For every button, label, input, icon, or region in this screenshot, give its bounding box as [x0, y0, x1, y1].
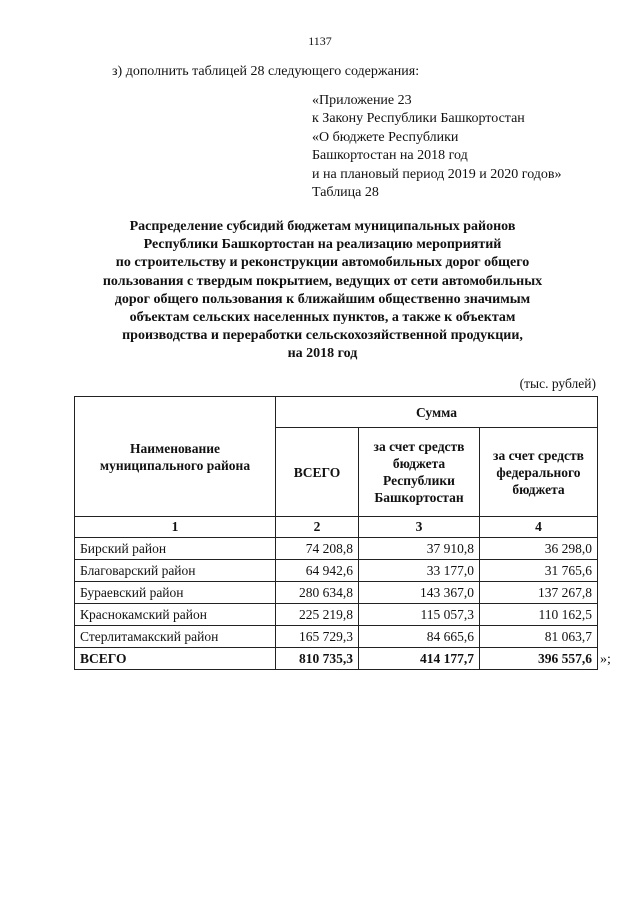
- appendix-line: «Приложение 23: [312, 93, 412, 108]
- grand-federal-amount: 396 557,6: [480, 648, 598, 670]
- table-row: [75, 538, 598, 560]
- column-number: 2: [276, 517, 359, 538]
- header-sum: Сумма: [276, 397, 598, 428]
- subsidy-table: [74, 396, 598, 670]
- title-line: по строительству и реконструкции автомобильных дорог общего: [115, 255, 530, 271]
- title-line: объектам сельских населенных пунктов, а также к объектам: [129, 310, 516, 326]
- total-amount: 74 208,8: [276, 538, 359, 560]
- total-amount: 225 219,8: [276, 604, 359, 626]
- republic-amount: 143 367,0: [359, 582, 480, 604]
- total-amount: 64 942,6: [276, 560, 359, 582]
- total-amount: 165 729,3: [276, 626, 359, 648]
- federal-amount: 110 162,5: [480, 604, 598, 626]
- republic-amount: 37 910,8: [359, 538, 480, 560]
- total-amount: 280 634,8: [276, 582, 359, 604]
- district-name: Благоварский район: [75, 560, 276, 582]
- column-number: 3: [359, 517, 480, 538]
- table-row: [75, 560, 598, 582]
- grand-total-amount: 810 735,3: [276, 648, 359, 670]
- table-row: [75, 626, 598, 648]
- grand-republic-amount: 414 177,7: [359, 648, 480, 670]
- closing-quote: »;: [600, 652, 611, 667]
- header-name: Наименование муниципального района: [75, 397, 276, 517]
- table-row: [75, 582, 598, 604]
- appendix-line: и на плановый период 2019 и 2020 годов»: [312, 166, 562, 182]
- header-federal-budget: за счет средств федерального бюджета: [480, 428, 598, 517]
- document-title: [80, 218, 565, 364]
- column-number: 1: [75, 517, 276, 538]
- republic-amount: 115 057,3: [359, 604, 480, 626]
- header-total: ВСЕГО: [276, 428, 359, 517]
- district-name: Стерлитамакский район: [75, 626, 276, 648]
- title-line: дорог общего пользования к ближайшим общественно значимым: [114, 291, 531, 307]
- appendix-line: Башкортостан на 2018 год: [312, 148, 468, 164]
- page-number: 1137: [308, 34, 332, 48]
- header-republic-budget: за счет средств бюджета Республики Башкортостан: [359, 428, 480, 517]
- title-line: Распределение субсидий бюджетам муниципальных районов: [129, 219, 516, 234]
- republic-amount: 33 177,0: [359, 560, 480, 582]
- title-line: пользования с твердым покрытием, ведущих от сети автомобильных: [102, 273, 543, 289]
- total-row: [75, 648, 598, 670]
- federal-amount: 36 298,0: [480, 538, 598, 560]
- district-name: Бирский район: [75, 538, 276, 560]
- republic-amount: 84 665,6: [359, 626, 480, 648]
- intro-text: з) дополнить таблицей 28 следующего содержания:: [112, 64, 420, 79]
- district-name: Бураевский район: [75, 582, 276, 604]
- column-number: 4: [480, 517, 598, 538]
- total-label: ВСЕГО: [75, 648, 276, 670]
- title-line: производства и переработки сельскохозяйственной продукции,: [122, 328, 523, 344]
- appendix-line: к Закону Республики Башкортостан: [312, 111, 525, 127]
- units-label: (тыс. рублей): [519, 376, 596, 391]
- federal-amount: 137 267,8: [480, 582, 598, 604]
- appendix-line: Таблица 28: [312, 185, 379, 201]
- appendix-line: «О бюджете Республики: [312, 129, 459, 145]
- table-row: [75, 604, 598, 626]
- title-line: Республики Башкортостан на реализацию мероприятий: [143, 237, 502, 253]
- title-line: на 2018 год: [287, 346, 358, 362]
- column-numbers-row: [75, 517, 598, 538]
- federal-amount: 81 063,7: [480, 626, 598, 648]
- federal-amount: 31 765,6: [480, 560, 598, 582]
- district-name: Краснокамский район: [75, 604, 276, 626]
- appendix-reference: [312, 92, 562, 202]
